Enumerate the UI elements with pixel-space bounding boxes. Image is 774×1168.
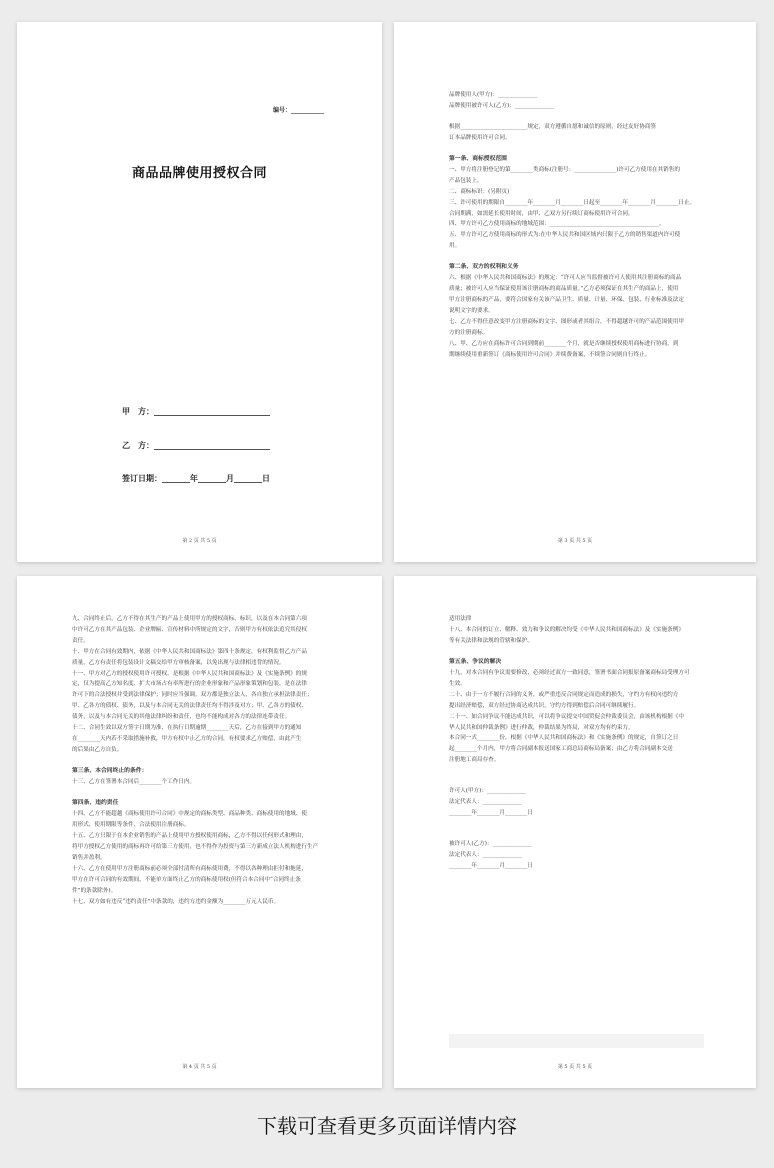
page-body [72,614,330,907]
text-line: 件”的条款除外)。 [72,887,117,894]
text-line: 八、甲、乙方应在商标许可合同到期前________个月，就是否继续授权使用商标进行协商，到 [449,340,679,347]
spacer [72,756,330,766]
spacer [449,252,704,262]
text-line: 一、甲方将注册登记的第________类商标(注册号：_______________)许可乙方使用在其销售的 [449,166,680,173]
text-line: 甲方在许可合同的有效期间，不能单方面终止乙方的商标使用权(但符合本合同中“合同终止条 [72,876,301,883]
text-line: 十三、乙方在签署本合同后________个工作日内。 [72,779,196,786]
text-line: 将甲方授权乙方使用的商标再许可给第三方使用，也不得作为投资与第三方新成立法人机构进行生产 [72,844,319,850]
text-line: 用形式、使用期限等条件、合法使用注册商标。 [72,822,190,829]
spacer [449,776,704,786]
text-line: 产品包装上。 [449,177,483,184]
contract-page-3 [394,22,756,562]
text-line: 合同期满，如需延长使用时间，由甲、乙双方另行续订商标使用许可合同。 [449,210,634,217]
text-line: 华人民共和国仲裁条例》进行仲裁，仲裁结果为终局，对双方均有约束力。 [449,724,634,731]
text-line: 二十一、如合同争议不能达成共识，可以将争议提交中国贸促会仲裁委员会，由该机构根据《中 [449,713,684,720]
text-line: 十、甲方在合同有效期内，依据《中华人民共和国商标法》第四十条规定，有权利监督乙方产品 [72,648,307,655]
text-line: 销售并盈利。 [72,854,106,861]
text-line: 法定代表人：______________ [449,799,522,806]
text-line: 债务，以及与本合同无关的其他法律纠纷和责任，也均不能构成对各方的法律连带责任。 [72,714,291,721]
contract-page-4 [17,576,382,1088]
text-line: 适用法律 [449,616,472,622]
text-line: 十七、双方如有违反“违约责任”中条款的，违约方违约金额为________万元人民币。 [72,898,280,905]
party-a-line: 甲 方：_____________________________ [122,406,270,416]
text-line: 许可人(甲方)：______________ [449,788,527,795]
text-line: 的后果由乙方自负。 [72,746,123,753]
text-line: 等有关法律和法规的管辖和保护。 [449,637,533,644]
text-line: ________年________月________日 [449,809,533,816]
spacer [449,144,704,154]
text-line: 品牌使用被许可人(乙方)：______________ [449,102,555,109]
serial-number: 编号：___________ [272,107,324,114]
text-line: 十六、乙方在使用甲方注册商标前必须全部付清所有商标使用费，不得以各种理由拒付和拖延， [72,865,307,872]
text-line: 本合同一式________份，根据《中华人民共和国商标法》和《实施条例》的规定，自签订之日 [449,735,679,742]
text-line: 四、甲方许可乙方使用商标的地域范围：_______________________________________。 [449,221,665,228]
text-line: 十九、对本合同有争议需要修改，必须经过双方一致同意，签署书面合同报原备案商标局受理方可 [449,670,690,677]
text-line: 责任。 [72,637,89,644]
text-line: 三、许可使用的期限自________年________月________日起至________年________月________日止。 [449,199,696,206]
spacer [449,112,704,122]
spacer [449,829,704,839]
section-heading: 第五条、争议的解决 [449,658,502,665]
download-caption: 下载可查看更多页面详情内容 [257,1114,517,1138]
text-line: 在________天内若不采取措施补救，甲方有权中止乙方的合同，有权要求乙方赔偿，由此产生 [72,735,302,742]
text-line: 许可下的合法授权并受到法律保护；同时应当强调，双方都是独立法人，各自独立承担法律责任； [72,692,313,699]
text-line: 期继续使用重新签订《商标使用许可合同》并续费备案，不续签合同则自行终止。 [449,351,651,358]
spacer [72,788,330,798]
text-line: 十四、乙方不能超越《商标使用许可合同》中规定的商标类型、商品种类、商标使用的地域、使 [72,811,307,818]
text-line: 起________个月内，甲方将合同副本报送国家工商总局商标局备案；由乙方将合同副本交送 [449,746,673,753]
text-line: 订本品牌使用许可合同。 [449,134,511,141]
text-line: 质量。乙方有责任将包装设计文稿交给甲方审核备案，以免出现与法律相违背的情况。 [72,659,285,666]
text-line: 二十、由于一方不履行合同的义务，或严重违反合同规定而造成的损失，守约方有权向违约方 [449,691,679,698]
text-line: 甲方注册商标的产品，要符合国家有关该产品卫生、质量、计量、环保、包装、行业标准及法定 [449,297,684,304]
text-line: 质量；被许可人应当保证使用该注册商标的商品质量。”乙方必须保证在其生产的商品上，使用 [449,286,679,293]
spacer [449,647,704,657]
text-line: 甲、乙各方的债权、债务，以及与本合同无关的法律责任均不得涉及对方；甲、乙各方的债权、 [72,703,307,710]
text-line: ________年________月________日 [449,862,533,869]
section-heading: 第一条、商标授权范围 [449,155,507,162]
text-line: 生效。 [449,680,466,687]
text-line: 十二、合同生效以双方签字日期为准，在执行日期逾期________天后，乙方在接到甲方的通知 [72,725,302,732]
page-body [449,614,704,872]
text-line: 十五、乙方只限于在本企业销售的产品上使用甲方授权使用商标，乙方不得以任何形式和理由， [72,833,307,840]
page-number: 第 3 页 共 5 页 [557,538,593,544]
contract-title: 商品品牌使用授权合同 [131,166,267,181]
text-line: 七、乙方不得任意改变甲方注册商标的文字、图形或者其组合，不得超越许可的产品范围使用甲 [449,319,684,326]
sign-date-line: 签订日期：_______年_______月_______日 [122,473,270,483]
page-number: 第 5 页 共 5 页 [557,1064,593,1070]
text-line: 十八、本合同的订立、解释、效力和争议的解决均受《中华人民共和国商标法》及《实施条例》 [449,626,684,633]
text-line: 品牌使用人(甲方)：______________ [449,92,538,98]
text-line: 方的注册商标。 [449,330,489,336]
text-line: 说明文字的要求。 [449,308,494,315]
spacer [449,819,704,829]
text-line: 根据________________________规定，双方遵循自愿和诚信的原则，经过友好协商签 [449,123,656,130]
text-line: 十一、甲方对乙方的授权使用许可授权，是根据《中华人民共和国商标法》及《实施条例》的规 [72,670,307,677]
spacer [449,766,704,776]
text-line: 二、商标标识：(另附页) [449,188,510,195]
divider-bar [449,1034,704,1048]
text-line: 五、甲方许可乙方使用商标的形式为:在中华人民共和国区域内只限于乙方的销售渠道内许可使 [449,232,681,239]
text-line: 六、根据《中华人民共和国商标法》的规定：“许可人应当监督被许可人使用其注册商标的商品 [449,275,682,282]
text-line: 提出经济赔偿，双方经过协商达成共识，守约方得到赔偿后合同可继续履行。 [449,702,640,709]
text-line: 法定代表人：______________ [449,851,522,858]
page-number: 第 4 页 共 5 页 [182,1064,217,1070]
contract-cover-page [17,22,382,562]
text-line: 被许可人(乙方)：______________ [449,840,532,847]
text-line: 注册地工商局存查。 [449,757,500,764]
section-heading: 第三条、本合同终止的条件： [72,767,148,774]
text-line: 九、合同终止后，乙方不得在其生产的产品上使用甲方的授权商标、标识，以及在本合同第六项 [72,616,307,622]
section-heading: 第四条、违约责任 [72,799,119,806]
text-line: 用。 [449,243,461,250]
page-body [449,90,704,361]
text-line: 定，仅为提高乙方知名度、扩大市场占有率所进行的企业形象和产品形象策划和包装，是在法律 [72,681,307,688]
contract-page-5 [394,576,756,1088]
section-heading: 第二条、双方的权利和义务 [449,264,519,271]
party-b-line: 乙 方：_____________________________ [122,440,270,450]
text-line: 中许可乙方在其产品包装、企业牌匾、宣传材料中所规定的文字，否则甲方有权依法追究其侵权 [72,626,307,633]
page-number: 第 2 页 共 5 页 [182,538,217,544]
